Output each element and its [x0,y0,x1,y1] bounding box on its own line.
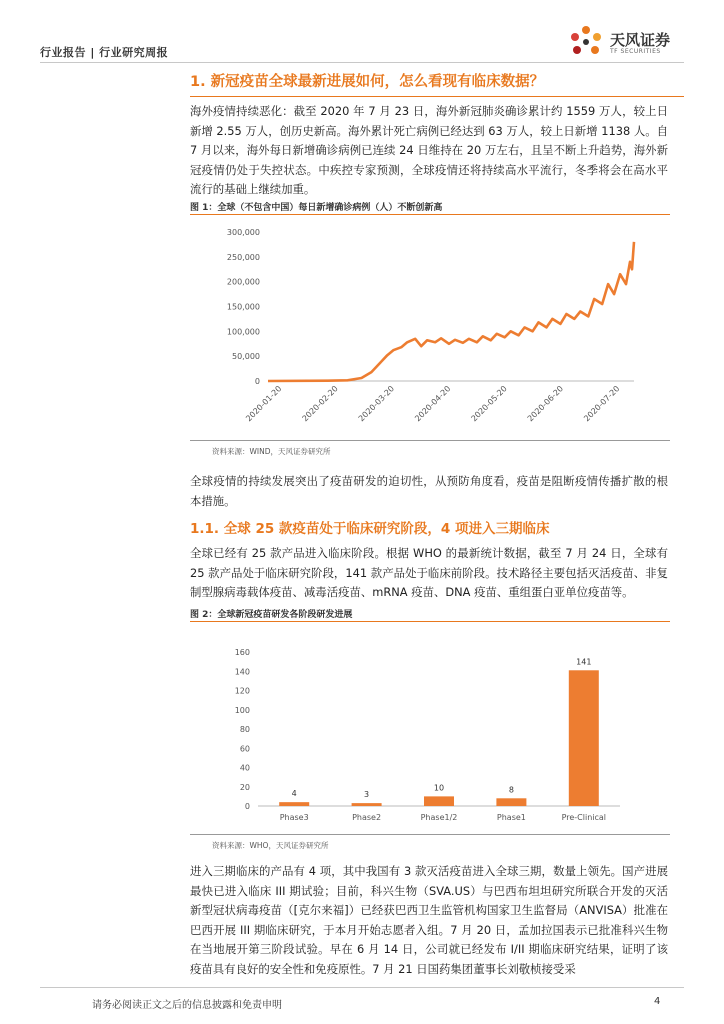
figure-2-top-rule [190,621,670,622]
logo-name: 天风证券 [610,31,671,49]
bar-phase2 [352,803,382,806]
section-1-paragraph-2: 全球疫情的持续发展突出了疫苗研发的迫切性，从预防角度看，疫苗是阻断疫情传播扩散的根本措施。 [190,474,668,508]
y-tick-label: 120 [234,686,250,696]
footer-divider [40,987,684,988]
company-logo [566,22,706,62]
bar-value-label: 3 [364,790,370,800]
y-tick-label: 20 [239,782,250,792]
y-tick-label: 50,000 [232,352,260,362]
y-tick-label: 160 [234,648,250,657]
x-tick-label: 2020-03-20 [356,384,397,424]
section-1-paragraph-1: 海外疫情持续恶化：截至 2020 年 7 月 23 日，海外新冠肺炎确诊累计约 1559 万人，较上日新增 2.55 万人，创历史新高。海外累计死亡病例已经达到 63 万人，较上日新增 1138 人。自 7 月以来，海外每日新增确诊病例已连续 24 日维持在 20 万左右，且呈不断上升趋势，海外新冠疫情仍处于失控状态。中疾控专家预测，全球疫情还将持续高水平流行，冬季将会在高水平流行的基础上继续加重。 [190,104,668,196]
x-category-label: Pre-Clinical [561,813,607,822]
y-tick-label: 140 [234,667,250,677]
y-tick-label: 300,000 [226,228,260,237]
series-line-daily-cases [268,242,634,381]
y-tick-label: 40 [239,763,250,773]
figure-2-bar-chart [190,636,670,826]
figure-1-bottom-rule [190,440,670,441]
y-tick-label: 0 [244,802,250,811]
x-tick-label: 2020-06-20 [525,384,566,424]
report-breadcrumb: 行业报告 | 行业研究周报 [40,46,169,59]
figure-2-bottom-rule [190,834,670,835]
section-2-paragraph-2: 进入三期临床的产品有 4 项，其中我国有 3 款灭活疫苗进入全球三期，数量上领先。国产进展最快已进入临床 III 期试验；目前，科兴生物（SVA.US）与巴西布坦坦研究所联合开发的灭活新型冠状病毒疫苗（[克尔来福]）已经获巴西卫生监管机构国家卫生监督局（ANVISA）批准在巴西开展 III 期临床研究，于本月开始志愿者入组。7 月 20 日，孟加拉国表示已批准科兴生物在当地展开第三阶段试验。早在 6 月 14 日，公司就已经发布 I/II 期临床研究结果，证明了该疫苗具有良好的安全性和免疫原性。7 月 21 日国药集团董事长刘敬桢接受采 [190,864,668,976]
logo-mark-icon [566,22,606,62]
section-1-underline [190,96,684,97]
y-tick-label: 0 [254,377,260,386]
x-tick-label: 2020-05-20 [469,384,509,424]
bar-value-label: 141 [576,657,592,667]
y-tick-label: 80 [239,725,250,734]
x-category-label: Phase1/2 [420,813,458,822]
section-2-title: 1.1. 全球 25 款疫苗处于临床研究阶段，4 项进入三期临床 [190,521,550,537]
y-tick-label: 100 [234,705,250,715]
figure-1-source: 资料来源：WIND，天风证券研究所 [212,447,331,456]
logo-subtitle: TF SECURITIES [610,48,661,55]
header-divider [40,62,684,63]
section-1-title: 1. 新冠疫苗全球最新进展如何，怎么看现有临床数据？ [190,74,545,90]
y-tick-label: 60 [239,744,250,754]
bar-pre-clinical [569,670,599,806]
x-tick-label: 2020-01-20 [244,384,284,424]
x-category-label: Phase1 [496,813,526,822]
x-tick-label: 2020-07-20 [582,384,622,424]
bar-value-label: 8 [508,785,514,795]
footer-disclaimer: 请务必阅读正文之后的信息披露和免责申明 [92,1000,282,1011]
figure-1-top-rule [190,214,670,215]
y-tick-label: 250,000 [226,252,260,262]
x-category-label: Phase2 [352,813,382,822]
x-category-label: Phase3 [279,813,309,822]
figure-1-line-chart [190,218,670,438]
bar-phase1 [496,798,526,806]
bar-phase1-2 [424,796,454,806]
x-tick-label: 2020-04-20 [413,384,453,424]
figure-2-title: 图 2：全球新冠疫苗研发各阶段研发进展 [190,610,353,620]
section-2-paragraph-1: 全球已经有 25 款产品进入临床阶段。根据 WHO 的最新统计数据，截至 7 月 24 日，全球有 25 款产品处于临床研究阶段，141 款产品处于临床前阶段。技术路径主要包括灭活疫苗、非复制型腺病毒载体疫苗、减毒活疫苗、mRNA 疫苗、DNA 疫苗、重组蛋白亚单位疫苗等。 [190,546,668,599]
y-tick-label: 100,000 [226,327,260,337]
y-tick-label: 200,000 [226,277,260,287]
page-number: 4 [654,996,661,1007]
bar-phase3 [279,802,309,806]
figure-1-title: 图 1：全球（不包含中国）每日新增确诊病例（人）不断创新高 [190,203,443,213]
bar-value-label: 4 [291,789,297,799]
bar-value-label: 10 [433,783,445,793]
y-tick-label: 150,000 [226,302,260,312]
x-tick-label: 2020-02-20 [300,384,340,424]
figure-2-source: 资料来源：WHO，天风证券研究所 [212,841,329,850]
